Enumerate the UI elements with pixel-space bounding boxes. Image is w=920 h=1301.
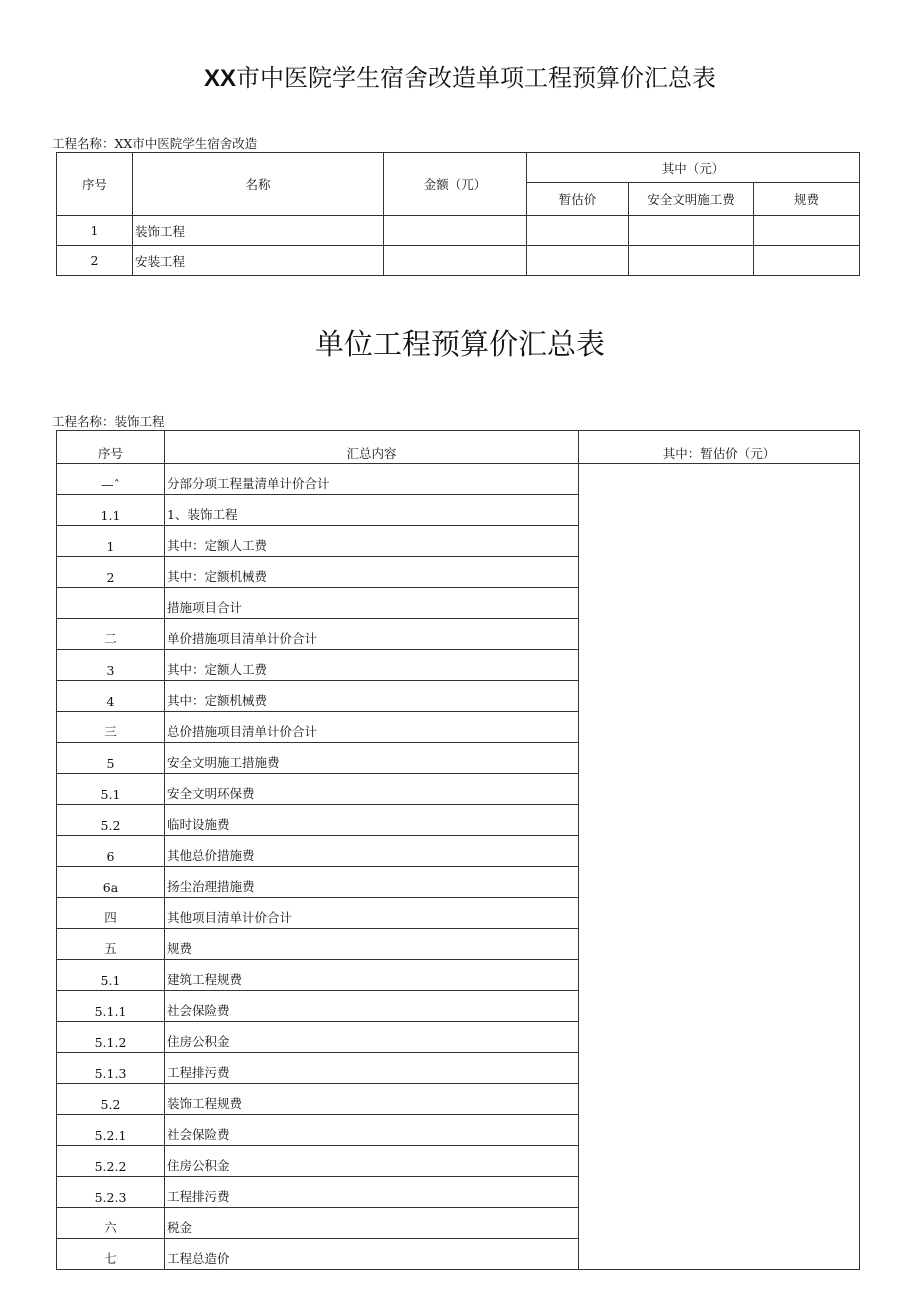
row-seq: 5 bbox=[57, 743, 165, 774]
header-seq: 序号 bbox=[57, 153, 133, 216]
row-content: 扬尘治理措施费 bbox=[165, 867, 579, 898]
row-content: 税金 bbox=[165, 1208, 579, 1239]
row-seq: —ˆ bbox=[57, 464, 165, 495]
row-content: 其他项目清单计价合计 bbox=[165, 898, 579, 929]
row-safety bbox=[629, 246, 754, 276]
row-content: 其他总价措施费 bbox=[165, 836, 579, 867]
row-name: 装饰工程 bbox=[133, 216, 384, 246]
unit-title: 单位工程预算价汇总表 bbox=[314, 327, 605, 361]
header-of-which: 其中（元） bbox=[527, 153, 860, 183]
row-seq: 5.1 bbox=[57, 960, 165, 991]
row-content: 临时设施费 bbox=[165, 805, 579, 836]
table-row bbox=[57, 464, 860, 495]
table-row bbox=[57, 216, 860, 246]
row-content: 其中：定额机械费 bbox=[165, 681, 579, 712]
row-seq: 2 bbox=[57, 557, 165, 588]
row-amount bbox=[384, 246, 527, 276]
row-seq: 5.1 bbox=[57, 774, 165, 805]
row-content: 规费 bbox=[165, 929, 579, 960]
row-seq: 3 bbox=[57, 650, 165, 681]
row-seq: 5.2.2 bbox=[57, 1146, 165, 1177]
row-content: 分部分项工程量清单计价合计 bbox=[165, 464, 579, 495]
row-seq: 5.2 bbox=[57, 805, 165, 836]
header-seq: 序号 bbox=[57, 431, 165, 464]
header-provisional: 其中：暂估价（元） bbox=[579, 431, 860, 464]
summary-title bbox=[0, 58, 920, 93]
row-seq: 1.1 bbox=[57, 495, 165, 526]
table-row bbox=[57, 246, 860, 276]
row-content: 其中：定额人工费 bbox=[165, 650, 579, 681]
row-provisional bbox=[527, 216, 629, 246]
header-provisional: 暂估价 bbox=[527, 183, 629, 216]
row-content: 总价措施项目清单计价合计 bbox=[165, 712, 579, 743]
row-seq: 2 bbox=[57, 246, 133, 276]
row-seq: 4 bbox=[57, 681, 165, 712]
row-content: 其中：定额机械费 bbox=[165, 557, 579, 588]
row-content: 工程排污费 bbox=[165, 1053, 579, 1084]
row-seq: 5.1.1 bbox=[57, 991, 165, 1022]
header-amount: 金额（兀） bbox=[384, 153, 527, 216]
header-name: 名称 bbox=[133, 153, 384, 216]
row-seq: 三 bbox=[57, 712, 165, 743]
row-seq bbox=[57, 588, 165, 619]
header-content: 汇总内容 bbox=[165, 431, 579, 464]
row-seq: 四 bbox=[57, 898, 165, 929]
row-content: 安全文明施工措施费 bbox=[165, 743, 579, 774]
row-seq: 1 bbox=[57, 526, 165, 557]
unit-project-name: 工程名称：装饰工程 bbox=[52, 414, 165, 429]
row-seq: 6 bbox=[57, 836, 165, 867]
row-seq: 6a bbox=[57, 867, 165, 898]
row-seq: 五 bbox=[57, 929, 165, 960]
row-safety bbox=[629, 216, 754, 246]
row-content: 措施项目合计 bbox=[165, 588, 579, 619]
row-content: 住房公积金 bbox=[165, 1022, 579, 1053]
row-content: 住房公积金 bbox=[165, 1146, 579, 1177]
row-content: 工程排污费 bbox=[165, 1177, 579, 1208]
summary-project-name: 工程名称：XX市中医院学生宿舍改造 bbox=[52, 136, 258, 151]
unit-table bbox=[56, 430, 860, 1270]
row-seq: 5.2 bbox=[57, 1084, 165, 1115]
row-amount bbox=[384, 216, 527, 246]
row-content: 社会保险费 bbox=[165, 991, 579, 1022]
summary-title-prefix: XX bbox=[203, 65, 236, 92]
row-seq: 5.1.3 bbox=[57, 1053, 165, 1084]
row-content: 其中：定额人工费 bbox=[165, 526, 579, 557]
row-content: 单价措施项目清单计价合计 bbox=[165, 619, 579, 650]
summary-title-text: 市中医院学生宿舍改造单项工程预算价汇总表 bbox=[236, 64, 716, 92]
header-fees: 规费 bbox=[754, 183, 860, 216]
row-content: 工程总造价 bbox=[165, 1239, 579, 1270]
header-safety: 安全文明施工费 bbox=[629, 183, 754, 216]
row-seq: 七 bbox=[57, 1239, 165, 1270]
row-seq: 六 bbox=[57, 1208, 165, 1239]
row-content: 安全文明环保费 bbox=[165, 774, 579, 805]
row-content: 社会保险费 bbox=[165, 1115, 579, 1146]
row-seq: 5.1.2 bbox=[57, 1022, 165, 1053]
row-seq: 二 bbox=[57, 619, 165, 650]
row-seq: 5.2.1 bbox=[57, 1115, 165, 1146]
summary-table bbox=[56, 152, 860, 276]
row-provisional bbox=[527, 246, 629, 276]
row-content: 建筑工程规费 bbox=[165, 960, 579, 991]
row-fees bbox=[754, 216, 860, 246]
row-seq: 1 bbox=[57, 216, 133, 246]
provisional-value-cell bbox=[579, 464, 860, 1270]
row-fees bbox=[754, 246, 860, 276]
row-content: 1、装饰工程 bbox=[165, 495, 579, 526]
row-content: 装饰工程规费 bbox=[165, 1084, 579, 1115]
row-seq: 5.2.3 bbox=[57, 1177, 165, 1208]
row-name: 安装工程 bbox=[133, 246, 384, 276]
